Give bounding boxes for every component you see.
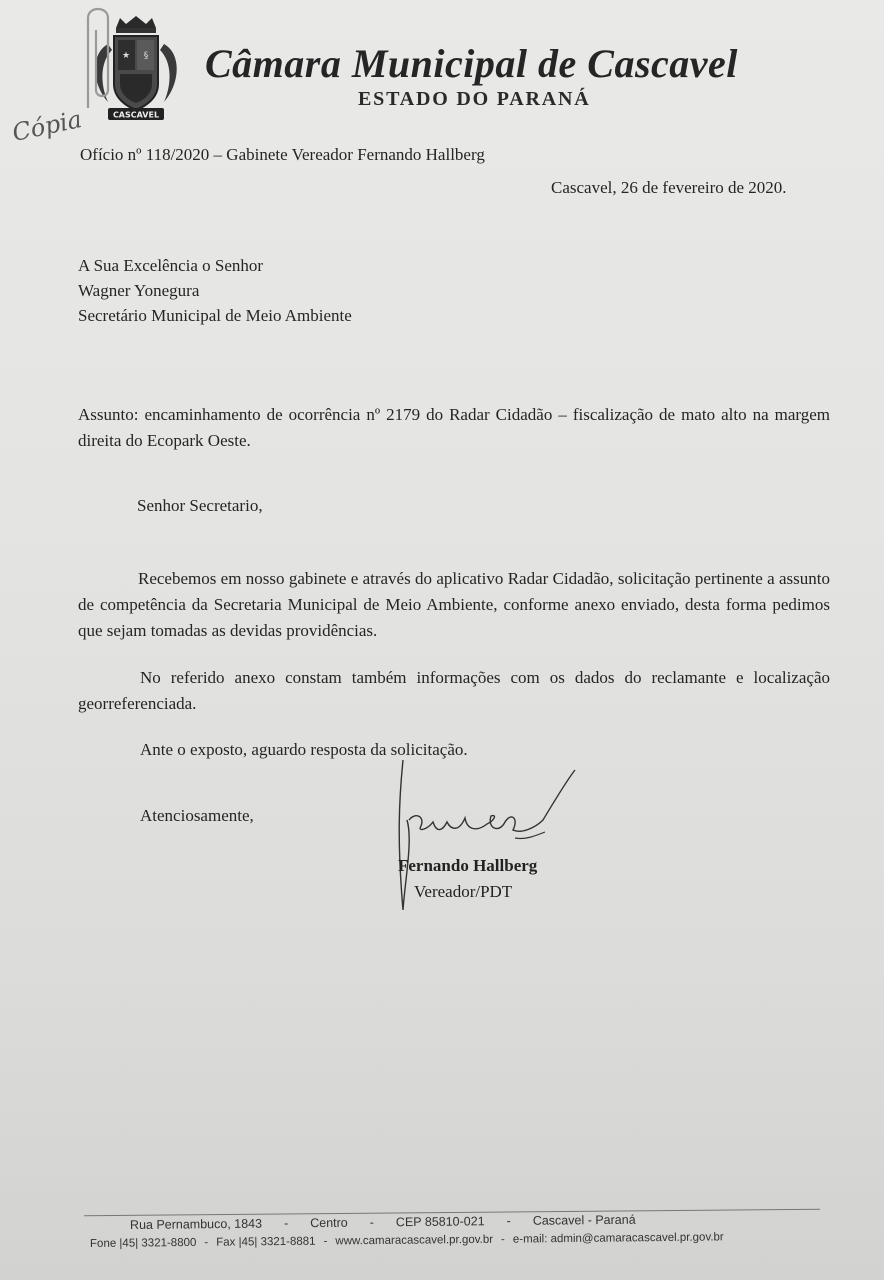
signer-role: Vereador/PDT: [414, 882, 513, 901]
footer-separator: -: [369, 1215, 374, 1230]
footer-separator: -: [500, 1233, 505, 1246]
footer-city: Cascavel - Paraná: [532, 1212, 636, 1228]
body-paragraph: Ante o exposto, aguardo resposta da solicitação.: [140, 740, 468, 759]
salutation: Senhor Secretario,: [137, 496, 263, 515]
footer-separator: -: [323, 1235, 328, 1248]
handwritten-copy-note: Cópia: [9, 105, 85, 147]
footer-separator: -: [204, 1236, 209, 1249]
recipient-title: Secretário Municipal de Meio Ambiente: [78, 306, 352, 325]
svg-text:★: ★: [121, 51, 131, 61]
body-paragraph: Recebemos em nosso gabinete e através do aplicativo Radar Cidadão, solicitação pertinente a assunto de competência da Secretaria Municipal de Meio Ambiente, conforme anexo enviado, desta forma pedimos que sejam tomadas as devidas providências.: [78, 569, 830, 640]
footer-district: Centro: [310, 1215, 348, 1231]
footer-email-link[interactable]: e-mail: admin@camaracascavel.pr.gov.br: [512, 1231, 724, 1246]
office-reference: Ofício nº 118/2020 – Gabinete Vereador Fernando Hallberg: [80, 145, 485, 164]
closing: Atenciosamente,: [140, 806, 254, 825]
footer-fax: Fax |45| 3321-8881: [216, 1235, 316, 1249]
crest-label: CASCAVEL: [112, 110, 160, 120]
footer-contact: [90, 1231, 732, 1250]
subject-paragraph: Assunto: encaminhamento de ocorrência nº 2179 do Radar Cidadão – fiscalização de mato alto na margem direita do Ecopark Oeste.: [78, 405, 830, 450]
footer-address: [130, 1212, 658, 1232]
letterhead-title: Câmara Municipal de Cascavel: [205, 41, 738, 86]
footer-postal-code: CEP 85810-021: [395, 1214, 485, 1230]
footer-phone: Fone |45| 3321-8800: [89, 1236, 197, 1250]
recipient-name: Wagner Yonegura: [78, 281, 200, 300]
footer-separator: -: [506, 1214, 511, 1229]
signer-name: Fernando Hallberg: [398, 856, 538, 875]
letter-date: Cascavel, 26 de fevereiro de 2020.: [551, 178, 787, 197]
footer-website-link[interactable]: www.camaracascavel.pr.gov.br: [335, 1233, 494, 1248]
letterhead-subtitle: ESTADO DO PARANÁ: [358, 88, 591, 110]
footer-separator: -: [283, 1216, 289, 1231]
recipient-line: A Sua Excelência o Senhor: [78, 256, 264, 275]
paper-clip-icon: [74, 0, 124, 110]
body-paragraph: No referido anexo constam também informações com os dados do reclamante e localização georreferenciada.: [78, 668, 830, 713]
footer-street: Rua Pernambuco, 1843: [129, 1216, 263, 1232]
svg-text:§: §: [143, 51, 149, 61]
